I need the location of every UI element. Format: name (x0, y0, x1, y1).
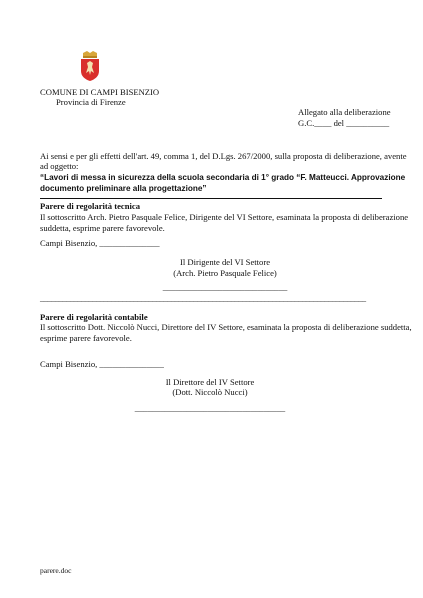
contabile-signature-line: ___________________________________ (134, 403, 286, 413)
subject-line-2: documento preliminare alla progettazione” (40, 184, 207, 193)
contabile-text-2: esprime parere favorevole. (40, 333, 132, 343)
tecnica-signer-title: Il Dirigente del VI Settore (179, 257, 271, 267)
contabile-signer-name: (Dott. Niccolò Nucci) (172, 387, 248, 397)
comune-logo (79, 51, 101, 81)
contabile-heading: Parere di regolarità contabile (40, 312, 148, 322)
intro-text-2: ad oggetto: (40, 161, 79, 171)
tecnica-signer-name: (Arch. Pietro Pasquale Felice) (173, 268, 277, 278)
tecnica-text-2: suddetta, esprime parere favorevole. (40, 223, 165, 233)
tecnica-text-1: Il sottoscritto Arch. Pietro Pasquale Felice, Dirigente del VI Settore, esaminata la proposta di deliberazione (40, 212, 409, 222)
allegato-gc: G.C.____ del __________ (298, 118, 390, 128)
coat-of-arms-icon (79, 51, 101, 81)
allegato-label: Allegato alla deliberazione (298, 107, 391, 117)
contabile-place: Campi Bisenzio, _______________ (40, 359, 164, 369)
tecnica-place: Campi Bisenzio, ______________ (40, 238, 160, 248)
contabile-signer-title: Il Direttore del IV Settore (165, 377, 255, 387)
comune-name: COMUNE DI CAMPI BISENZIO (40, 87, 160, 97)
tecnica-heading: Parere di regolarità tecnica (40, 201, 140, 211)
tecnica-signature-line: _____________________________ (162, 282, 288, 292)
contabile-text-1: Il sottoscritto Dott. Niccolò Nucci, Direttore del IV Settore, esaminata la proposta di deliberazione suddetta, (40, 322, 412, 332)
provincia-name: Provincia di Firenze (56, 97, 126, 107)
intro-text-1: Ai sensi e per gli effetti dell'art. 49, comma 1, del D.Lgs. 267/2000, sulla proposta di deliberazione, avente (40, 151, 407, 161)
section-rule (40, 198, 382, 199)
section-separator: _______________________________________________________________________________________ (40, 294, 366, 303)
footer-filename: parere.doc (40, 566, 72, 575)
subject-line-1: “Lavori di messa in sicurezza della scuola secondaria di 1° grado “F. Matteucci. Approvazione (40, 173, 406, 182)
